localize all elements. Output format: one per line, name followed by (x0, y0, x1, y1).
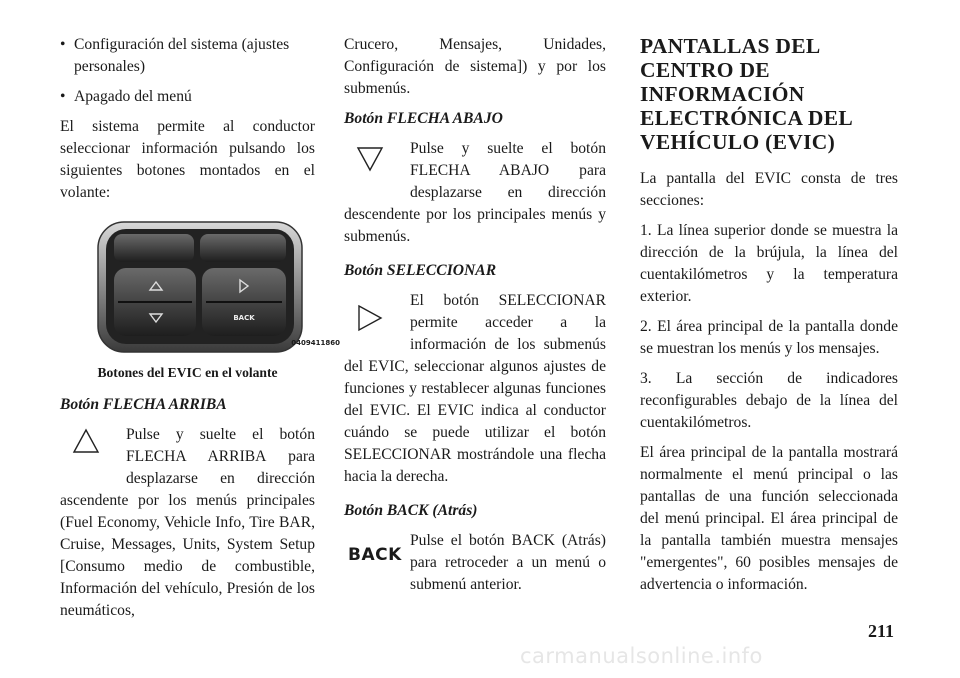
bullet-text: Configuración del sistema (ajustes (74, 36, 290, 53)
evic-buttons-illustration (90, 218, 310, 356)
paragraph: El área principal de la pantalla mostrará normalmente el menú principal o las pantallas de una función seleccionada del menú principal. El área principal de la pantalla también muestra mensajes "emergentes", 60 posibles mensajes de advertencia o información. (640, 444, 898, 593)
list-item (60, 34, 315, 78)
back-icon-label: BACK (348, 545, 402, 565)
column-right (640, 34, 898, 604)
paragraph: 2. El área principal de la pantalla donde se muestran los menús y los mensajes. (640, 318, 898, 357)
right-arrow-icon (344, 290, 404, 356)
column-left (60, 34, 340, 630)
down-arrow-description: Pulse y suelte el botón FLECHA ABAJO para desplazarse en dirección descendente por los principales menús y submenús. (344, 140, 606, 245)
up-arrow-section (60, 424, 315, 622)
up-arrow-icon (60, 424, 120, 490)
page-number: 211 (868, 621, 895, 641)
select-heading: Botón SELECCIONAR (344, 262, 497, 279)
down-arrow-heading: Botón FLECHA ABAJO (344, 110, 503, 127)
column-middle (344, 34, 606, 604)
figure-caption: Botones del EVIC en el volante (97, 365, 278, 380)
back-button-icon (344, 530, 406, 580)
down-arrow-section (344, 138, 606, 248)
section-heading: PANTALLAS DEL CENTRO DE INFORMACIÓN ELECTRÓNICA DEL VEHÍCULO (EVIC) (640, 34, 852, 154)
select-description: El botón SELECCIONAR permite acceder a la información de los submenús del EVIC, seleccionar algunos ajustes de funciones y restablecer algunas funciones del EVIC. El EVIC indica al conductor cuándo se puede utilizar el botón SELECCIONAR mostrándole una flecha hacia la derecha. (344, 292, 606, 485)
select-section (344, 290, 606, 488)
intro-paragraph: El sistema permite al conductor seleccionar información pulsando los siguientes botones montados en el volante: (60, 118, 315, 201)
paragraph: 1. La línea superior donde se muestra la dirección de la brújula, la línea del cuentakilómetros y la temperatura exterior. (640, 222, 898, 305)
bullet-text-continued: personales) (74, 58, 146, 75)
back-heading: Botón BACK (Atrás) (344, 502, 478, 519)
continued-paragraph: Crucero, Mensajes, Unidades, Configuración de sistema]) y por los submenús. (344, 36, 606, 97)
back-section (344, 530, 606, 596)
up-arrow-heading: Botón FLECHA ARRIBA (60, 396, 227, 413)
down-arrow-icon (344, 138, 404, 204)
figure-back-label: BACK (233, 314, 255, 322)
paragraph: 3. La sección de indicadores reconfigurables debajo de la línea del cuentakilómetros. (640, 370, 898, 431)
watermark: carmanualsonline.info (520, 644, 763, 668)
up-arrow-description: Pulse y suelte el botón FLECHA ARRIBA para desplazarse en dirección ascendente por los menús principales (Fuel Economy, Vehicle Info, Tire BAR, Cruise, Messages, Units, System Setup [Consumo medio de combustible, Información del vehículo, Presión de los neumáticos, (60, 426, 315, 619)
figure-id: 0409411860 (291, 339, 340, 347)
list-item: • Apagado del menú (60, 86, 315, 108)
back-description: Pulse el botón BACK (Atrás) para retroceder a un menú o submenú anterior. (410, 532, 606, 593)
paragraph: La pantalla del EVIC consta de tres secciones: (640, 170, 898, 209)
steering-wheel-buttons-figure (90, 218, 340, 356)
